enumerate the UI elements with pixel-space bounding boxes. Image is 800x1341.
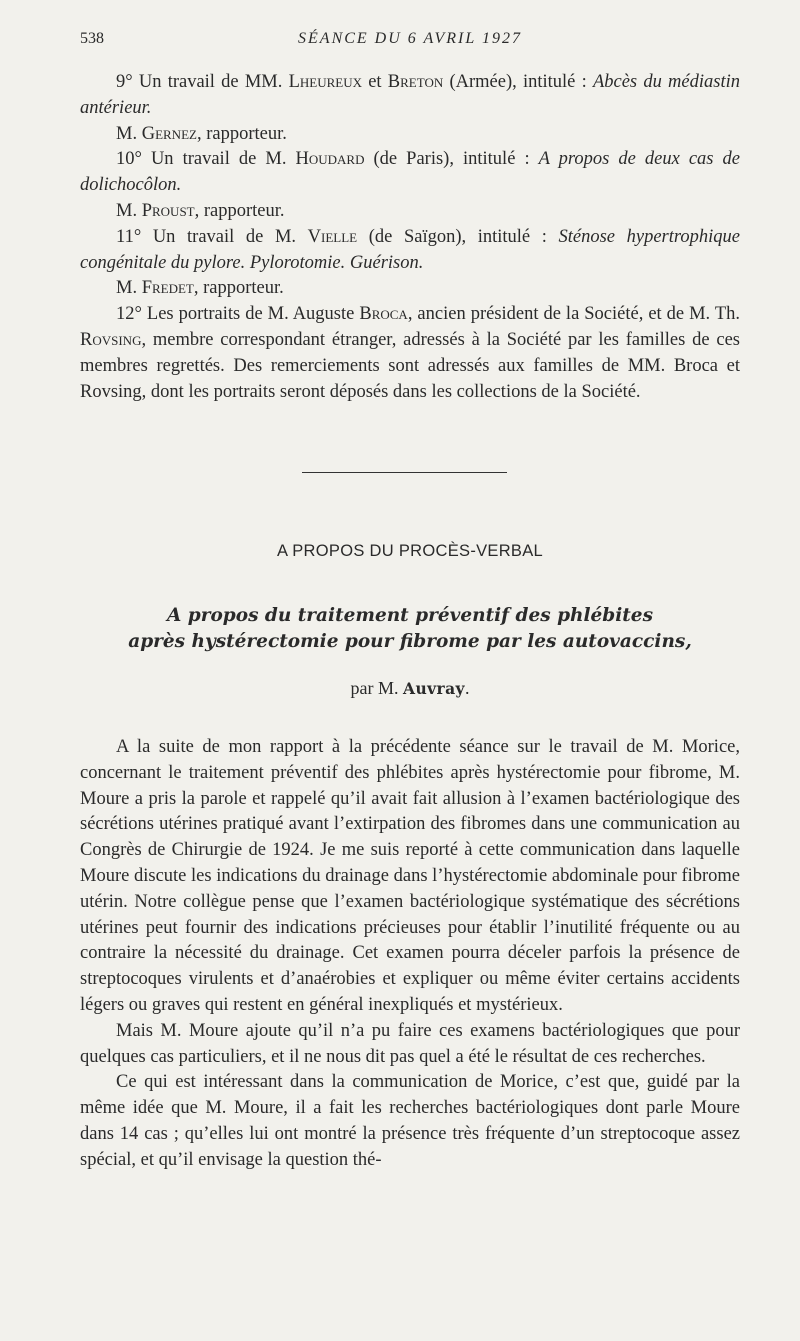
rapporteur-line: M. Fredet, rapporteur. <box>116 278 284 299</box>
agenda-list <box>80 70 740 405</box>
section-divider <box>302 472 507 473</box>
work-title: Sténose hypertrophique congénitale du pylore. Pylorotomie. Guérison. <box>80 226 740 273</box>
article-author: Auvray <box>403 679 465 698</box>
page-number: 538 <box>80 30 104 47</box>
author-name: Breton <box>387 72 444 92</box>
work-title: A propos de deux cas de dolichocôlon. <box>80 149 740 196</box>
running-title: SÉANCE DU 6 AVRIL 1927 <box>298 30 522 47</box>
work-title: Abcès du médiastin antérieur. <box>80 72 740 118</box>
person-name: Rovsing <box>80 329 142 350</box>
agenda-item-10: 10° Un travail de M. Houdard (de Paris), intitulé : A propos de deux cas de dolichocôlon. <box>80 149 740 196</box>
body-paragraph: Ce qui est intéressant dans la communication de Morice, c’est que, guidé par la même idée que M. Moure, il a fait les recherches bactériologiques dont parle Moure dans 14 cas ; qu’elles lui ont montré la présence très fréquente d’un streptocoque assez spécial, et qu’il envisage la question thé- <box>80 1072 740 1170</box>
article-title-line: après hystérectomie pour fibrome par les autovaccins, <box>128 631 692 652</box>
byline: par M. Auvray. <box>350 678 470 698</box>
running-header <box>80 30 740 50</box>
article-title-line: A propos du traitement préventif des phlébites <box>166 605 653 626</box>
person-name: Broca <box>359 304 408 325</box>
agenda-item-9: 9° Un travail de MM. Lheureux et Breton (Armée), intitulé : Abcès du médiastin antérieur. <box>80 72 740 118</box>
author-name: Lheureux <box>288 72 362 92</box>
rapporteur-line: M. Gernez, rapporteur. <box>116 123 287 144</box>
article-title <box>80 603 740 655</box>
agenda-item-12: 12° Les portraits de M. Auguste Broca, ancien président de la Société, et de M. Th. Rovsing, membre correspondant étranger, adressés à la Société par les familles de ces membres regrettés. Des remerciements sont adressés aux familles de MM. Broca et Rovsing, dont les portraits seront déposés dans les collections de la Société. <box>80 304 741 402</box>
body-paragraph: A la suite de mon rapport à la précédente séance sur le travail de M. Morice, concernant le traitement préventif des phlébites après hystérectomie pour fibrome, M. Moure a pris la parole et rappelé qu’il avait fait allusion à l’examen bactériologique des sécrétions utérines pratiqué avant l’extirpation des fibromes dans une communication au Congrès de Chirurgie de 1924. Je me suis reporté à cette communication dans laquelle Moure discute les indications du drainage dans l’hystérectomie abdominale pour fibrome utérin. Notre collègue pense que l’examen bactériologique systématique des sécrétions utérines peut fournir des indications précieuses pour établir l’inutilité fréquente ou au contraire la nécessité du drainage. Cet examen pourra déceler parfois la présence de streptocoques virulents et d’anaérobies et expliquer ou même éviter certains accidents légers ou graves qui restent en général inexpliqués et mystérieux. <box>80 737 740 1015</box>
agenda-item-11: 11° Un travail de M. Vielle (de Saïgon), intitulé : Sténose hypertrophique congénitale du pylore. Pylorotomie. Guérison. <box>80 226 740 273</box>
section-heading: A PROPOS DU PROCÈS-VERBAL <box>276 542 544 560</box>
article-body <box>80 735 740 1174</box>
rapporteur-name: Gernez <box>141 123 197 144</box>
author-name: Vielle <box>307 226 358 247</box>
body-paragraph: Mais M. Moure ajoute qu’il n’a pu faire ces examens bactériologiques que pour quelques cas particuliers, et il ne nous dit pas quel a été le résultat de ces recherches. <box>80 1020 740 1067</box>
author-name: Houdard <box>295 149 365 170</box>
rapporteur-name: Fredet <box>141 278 194 299</box>
rapporteur-line: M. Proust, rapporteur. <box>116 200 285 221</box>
rapporteur-name: Proust <box>141 200 195 221</box>
